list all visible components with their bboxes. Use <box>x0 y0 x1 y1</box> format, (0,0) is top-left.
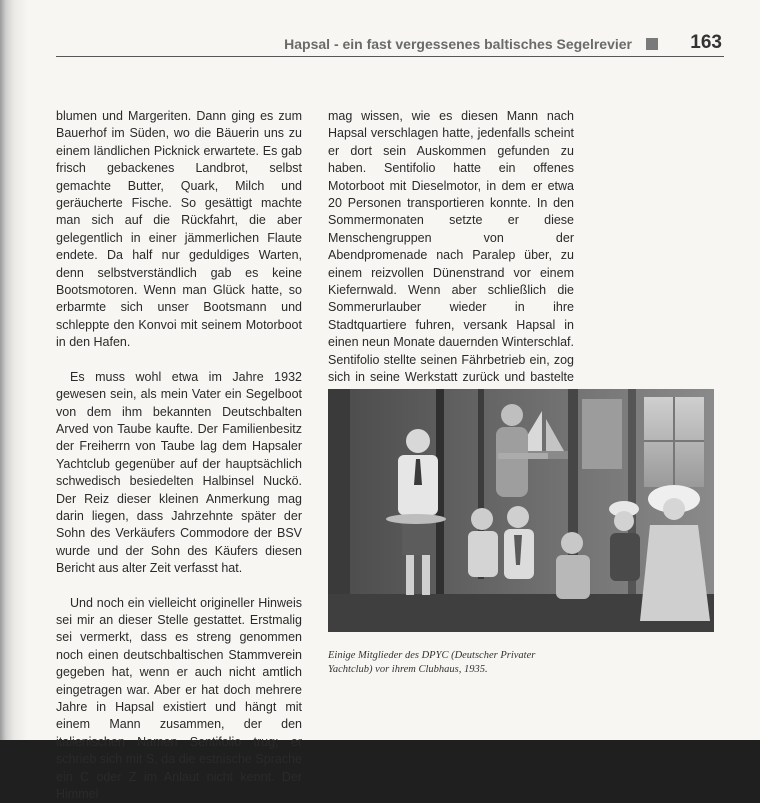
page-number: 163 <box>690 32 722 53</box>
running-header-title: Hapsal - ein fast vergessenes baltisches Segelrevier <box>284 36 632 52</box>
right-paragraph-1: mag wissen, wie es diesen Mann nach Hapsal verschlagen hatte, jedenfalls scheint er dort sein Auskommen gefunden zu haben. Sentifolio hatte ein offenes Motorboot mit Dieselmotor, in dem er etwa 20 Personen transportieren konnte. In den Sommermonaten setzte er diese Menschengruppen von der Abendpromenade nach Paralep über, zu einem reizvollen Dünenstrand vor einem Kiefernwald. Wenn aber schließlich die Sommerurlauber wieder in ihre Stadtquartiere fuhren, versank Hapsal in einen neun Monate dauernden Winterschlaf. Sentifolio stellte seinen Fährbetrieb ein, zog sich in seine Werkstatt zurück und bastelte <box>328 109 574 385</box>
photo-caption: Einige Mitglieder des DPYC (Deutscher Privater Yachtclub) vor ihrem Clubhaus, 1935. <box>328 650 536 675</box>
header-square-ornament <box>646 38 658 50</box>
left-paragraph-3: Und noch ein vielleicht origineller Hinweis sei mir an dieser Stelle gestattet. Erstmalig sei vermerkt, dass es streng genommen noch einen deutschbaltischen Stammverein gegeben hat, wenn er auch nicht amtlich eingetragen war. Aber er hat doch mehrere Jahre in Hapsal existiert und hängt mit einem Mann zusammen, der den italienischen Namen Sentifolio trug; er schrieb sich mit S, da die estnische Sprache ein C oder Z im Anlaut nicht kennt. Der Himmel <box>56 595 302 802</box>
left-column <box>56 108 302 803</box>
club-photo <box>328 389 714 632</box>
left-paragraph-2: Es muss wohl etwa im Jahre 1932 gewesen sein, als mein Vater ein Segelboot von dem ihm bekannten Deutschbalten Arved von Taube kaufte. Der Familienbesitz der Freiherrn von Taube lag dem Hapsaler Yachtclub gegenüber auf der hauptsächlich schwedisch besiedelten Halbinsel Nuckö. Der Reiz dieser kleinen Anmerkung mag darin liegen, dass Jahrzehnte später der Sohn des Verkäufers Commodore der BSV wurde und der Sohn des Käufers diesen Bericht aus alter Zeit verfasst hat. <box>56 369 302 576</box>
running-header <box>56 32 724 57</box>
left-paragraph-1: blumen und Margeriten. Dann ging es zum Bauerhof im Süden, wo die Bäuerin uns zu einem ländlichen Picknick erwartete. Es gab frisch gebackenes Landbrot, selbst gemachte Butter, Quark, Milch und geräucherte Fische. So gesättigt machte man sich auf die Rückfahrt, die aber gelegentlich in einer jämmerlichen Flaute endete. Da half nur geduldiges Warten, denn selbstverständlich gab es keine Bootsmotoren. Wenn man Glück hatte, so erbarmte sich unser Bootsmann und schleppte den Konvoi mit seinem Motorboot in den Hafen. <box>56 109 302 350</box>
